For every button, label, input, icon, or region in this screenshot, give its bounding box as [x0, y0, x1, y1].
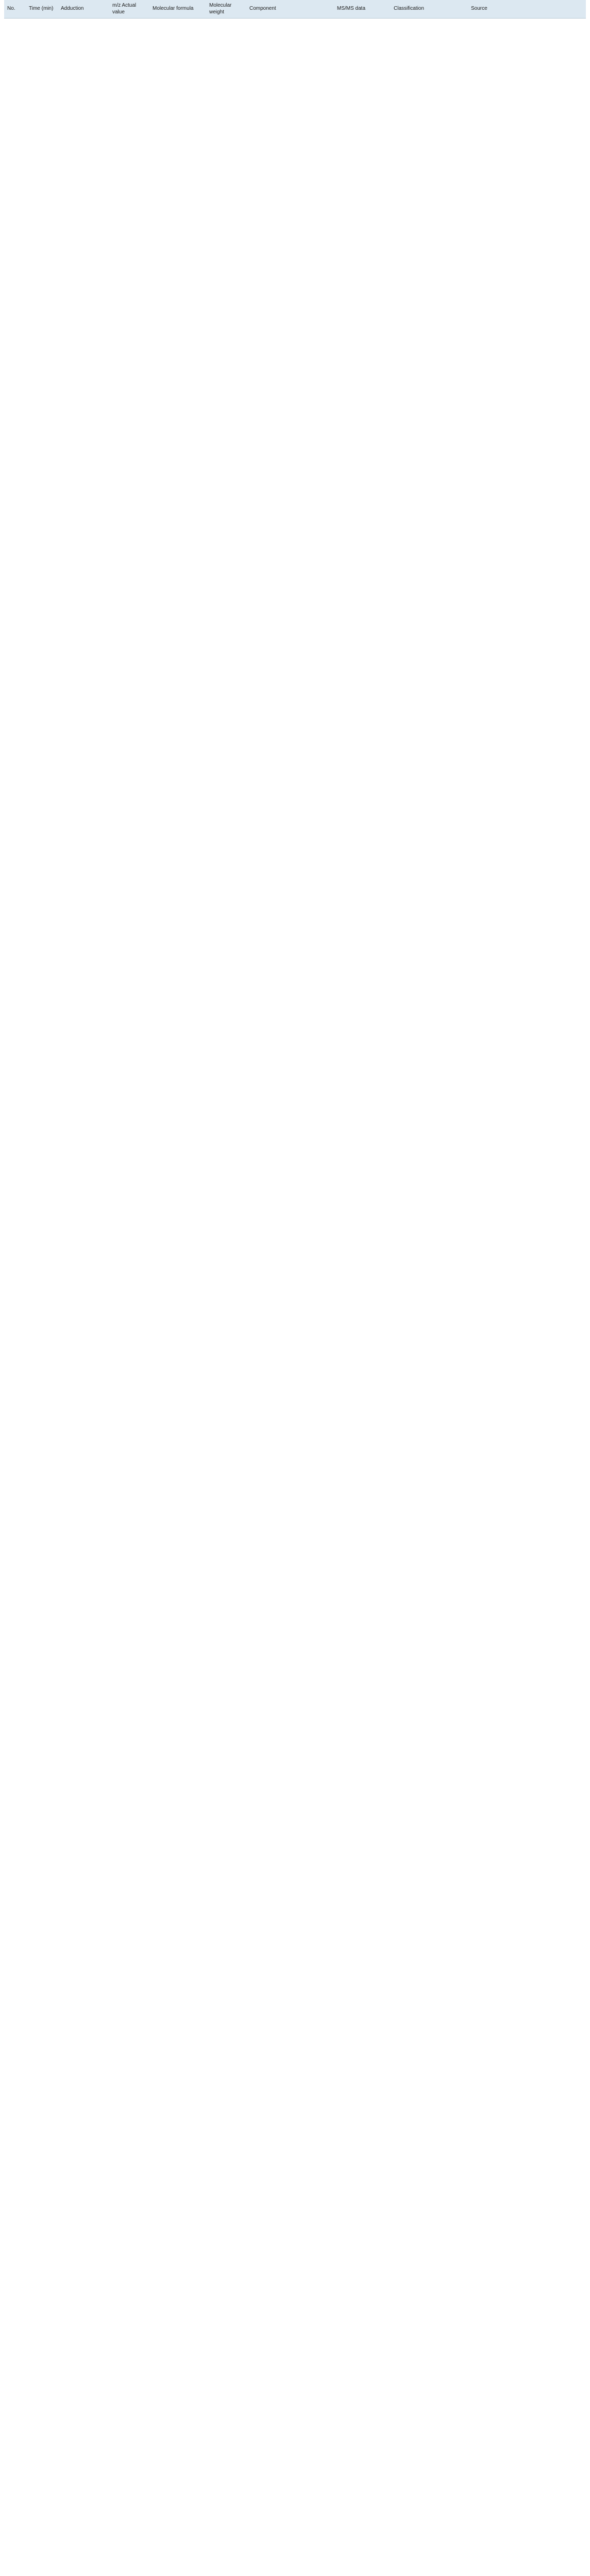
header-row [4, 0, 586, 19]
header-time: Time (min) [26, 0, 58, 19]
compound-table [4, 0, 586, 19]
header-mz: m/z Actual value [109, 0, 149, 19]
header-component: Component [246, 0, 334, 19]
header-mw: Molecular weight [206, 0, 246, 19]
header-msms: MS/MS data [334, 0, 391, 19]
table-header [4, 0, 586, 19]
header-formula: Molecular formula [149, 0, 206, 19]
header-source: Source [468, 0, 586, 19]
header-adduction: Adduction [58, 0, 109, 19]
header-classification: Classification [391, 0, 468, 19]
header-no: No. [4, 0, 26, 19]
